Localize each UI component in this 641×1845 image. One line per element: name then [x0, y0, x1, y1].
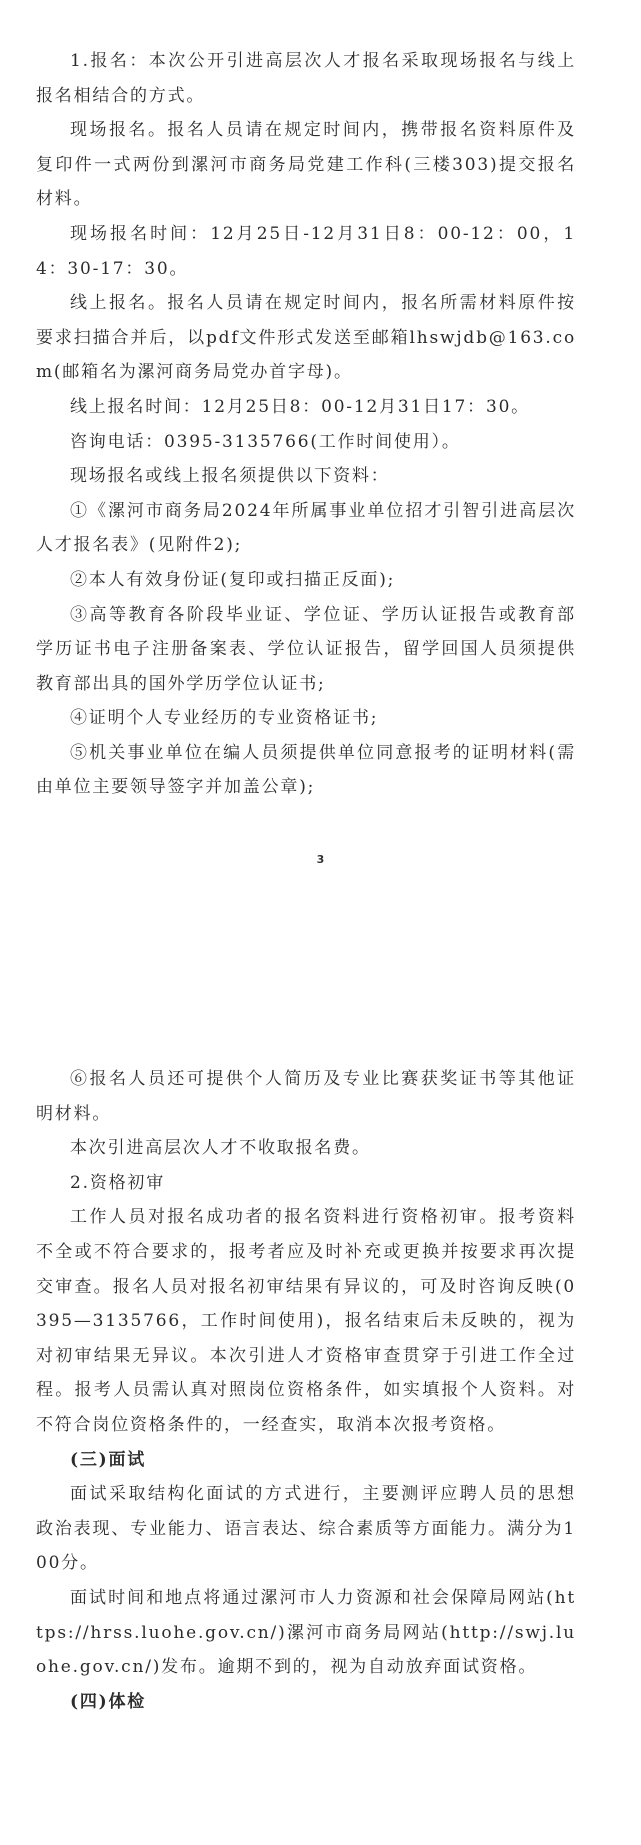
required-materials-intro: 现场报名或线上报名须提供以下资料：	[70, 466, 390, 487]
interview-announcement-paragraph: 面试时间和地点将通过漯河市人力资源和社会保障局网站(https://hrss.luohe.gov.cn/)漯河市商务局网站(http://swj.luohe.gov.cn/)发布。逾期不到的，视为自动放弃面试资格。	[36, 1587, 576, 1678]
document-page-3	[0, 0, 641, 820]
page-3-body	[36, 44, 576, 805]
consultation-phone: 咨询电话：0395-3135766(工作时间使用）。	[70, 431, 461, 452]
interview-heading: (三)面试	[70, 1449, 147, 1470]
online-registration-paragraph: 线上报名。报名人员请在规定时间内，报名所需材料原件按要求扫描合并后，以pdf文件形式发送至邮箱lhswjdb@163.com(邮箱名为漯河商务局党办首字母)。	[36, 293, 576, 383]
onsite-registration-time: 现场报名时间：12月25日-12月31日8：00-12：00，14：30-17：30。	[36, 223, 576, 279]
page-number: 3	[316, 853, 325, 866]
material-item-5: ⑤机关事业单位在编人员须提供单位同意报考的证明材料(需由单位主要领导签字并加盖公章);	[36, 742, 576, 798]
qualification-review-paragraph: 工作人员对报名成功者的报名资料进行资格初审。报考资料不全或不符合要求的，报考者应及时补充或更换并按要求再次提交审查。报名人员对报名初审结果有异议的，可及时咨询反映(0395—3135766，工作时间使用)，报名结束后未反映的，视为对初审结果无异议。本次引进人才资格审查贯穿于引进工作全过程。报考人员需认真对照岗位资格条件，如实填报个人资料。对不符合岗位资格条件的，一经查实，取消本次报考资格。	[36, 1207, 576, 1435]
interview-method-paragraph: 面试采取结构化面试的方式进行，主要测评应聘人员的思想政治表现、专业能力、语言表达、综合素质等方面能力。满分为100分。	[36, 1484, 576, 1574]
material-item-3: ③高等教育各阶段毕业证、学位证、学历认证报告或教育部学历证书电子注册备案表、学位认证报告，留学回国人员须提供教育部出具的国外学历学位认证书;	[36, 604, 576, 694]
page-4-body	[36, 1062, 576, 1719]
registration-method-paragraph: 1.报名：本次公开引进高层次人才报名采取现场报名与线上报名相结合的方式。	[36, 51, 576, 106]
document-page-4	[0, 1040, 641, 1845]
material-item-4: ④证明个人专业经历的专业资格证书;	[70, 708, 379, 729]
material-item-6: ⑥报名人员还可提供个人简历及专业比赛获奖证书等其他证明材料。	[36, 1069, 576, 1124]
no-fee-notice: 本次引进高层次人才不收取报名费。	[70, 1138, 371, 1159]
material-item-1: ①《漯河市商务局2024年所属事业单位招才引智引进高层次人才报名表》(见附件2);	[36, 500, 576, 556]
physical-exam-heading: (四)体检	[70, 1691, 147, 1712]
qualification-review-heading: 2.资格初审	[70, 1172, 166, 1193]
material-item-2: ②本人有效身份证(复印或扫描正反面);	[70, 569, 396, 590]
online-registration-time: 线上报名时间：12月25日8：00-12月31日17：30。	[70, 396, 530, 417]
onsite-registration-paragraph: 现场报名。报名人员请在规定时间内，携带报名资料原件及复印件一式两份到漯河市商务局党建工作科(三楼303)提交报名材料。	[36, 120, 576, 210]
